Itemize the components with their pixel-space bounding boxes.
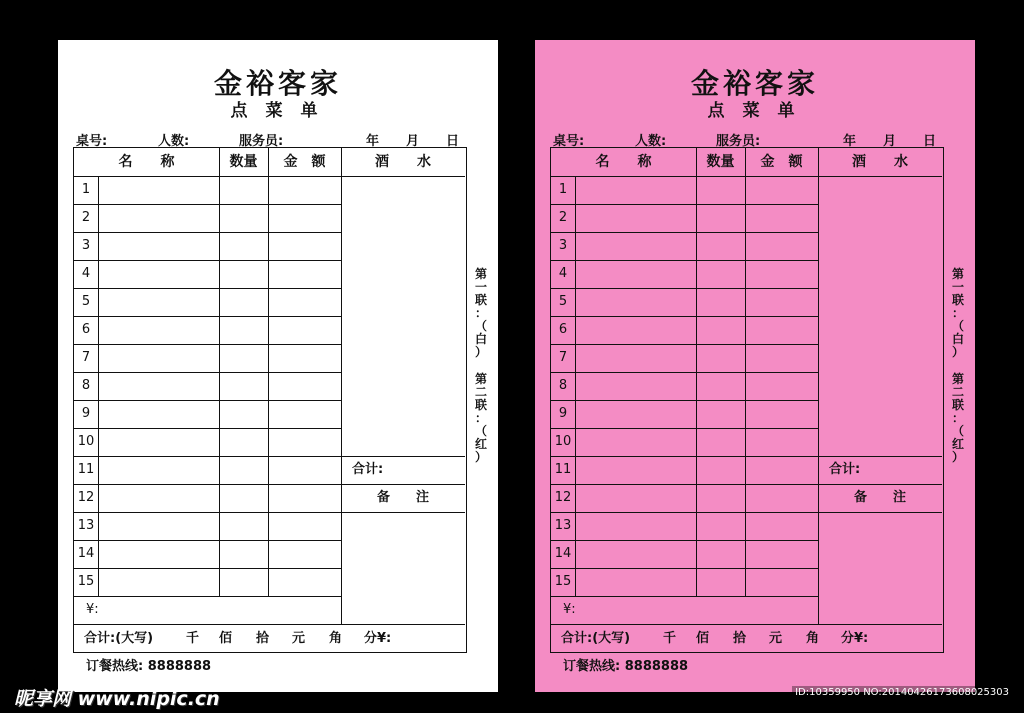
header-amount: 金 额 — [283, 154, 326, 170]
copy-designation-char: 白 — [474, 332, 487, 346]
copy-designation-char: 第 — [951, 372, 964, 386]
row-number: 6 — [558, 322, 568, 337]
row-number: 10 — [77, 434, 95, 449]
currency-unit-label: 佰 — [696, 631, 710, 646]
year-label: 年 — [843, 134, 857, 149]
grid-line — [551, 176, 942, 177]
grid-line — [74, 176, 465, 177]
grid-line — [98, 176, 99, 596]
waiter-label: 服务员: — [716, 134, 761, 149]
currency-unit-label: 千 — [186, 631, 200, 646]
row-number: 9 — [558, 406, 568, 421]
row-number: 7 — [558, 350, 568, 365]
row-number: 4 — [558, 266, 568, 281]
waiter-label: 服务员: — [239, 134, 284, 149]
grid-line — [551, 624, 942, 625]
grid-line — [268, 148, 269, 596]
order-hotline: 订餐热线: 8888888 — [563, 659, 689, 674]
grid-line — [818, 456, 942, 457]
grid-line — [551, 540, 818, 541]
row-number: 13 — [554, 518, 572, 533]
row-number: 3 — [558, 238, 568, 253]
watermark-logo: 昵享网 www.nipic.cn — [14, 688, 220, 710]
subtotal-label: 合计: — [829, 462, 861, 477]
watermark-id: ID:10359950 NO:20140426173608025303 — [792, 686, 1012, 699]
grid-line — [551, 316, 818, 317]
row-number: 1 — [558, 182, 568, 197]
grid-line — [551, 204, 818, 205]
row-number: 6 — [81, 322, 91, 337]
row-number: 5 — [81, 294, 91, 309]
currency-unit-label: 角 — [329, 631, 343, 646]
row-number: 1 — [81, 182, 91, 197]
restaurant-name: 金裕客家 — [690, 67, 819, 100]
grid-line — [341, 512, 465, 513]
copy-designation-char: ： — [474, 306, 487, 320]
grid-line — [551, 512, 818, 513]
copy-designation-char: 第 — [474, 372, 487, 386]
grid-line — [74, 484, 341, 485]
grid-line — [74, 232, 341, 233]
grid-line — [74, 456, 341, 457]
copy-designation-char: （ — [474, 319, 487, 333]
row-number: 9 — [81, 406, 91, 421]
grid-line — [341, 148, 342, 624]
order-table — [73, 147, 467, 653]
grid-line — [551, 456, 818, 457]
grid-line — [74, 512, 341, 513]
remarks-label: 备 注 — [853, 490, 906, 505]
row-number: 12 — [554, 490, 572, 505]
row-number: 8 — [558, 378, 568, 393]
currency-unit-label: 拾 — [733, 631, 747, 646]
grid-line — [551, 484, 818, 485]
form-subtitle: 点菜单 — [230, 101, 336, 121]
copy-designation-char: 第 — [474, 267, 487, 281]
grid-line — [551, 260, 818, 261]
table-number-label: 桌号: — [553, 134, 585, 149]
grid-line — [74, 372, 341, 373]
grid-line — [551, 288, 818, 289]
row-number: 10 — [554, 434, 572, 449]
day-label: 日 — [923, 134, 937, 149]
header-item-name: 名 称 — [595, 154, 652, 170]
grid-line — [341, 484, 465, 485]
grid-line — [74, 568, 341, 569]
total-in-words-label: 合计:(大写) — [561, 631, 631, 646]
year-label: 年 — [366, 134, 380, 149]
grid-line — [551, 428, 818, 429]
copy-designation-char: 一 — [474, 280, 487, 294]
grid-line — [745, 148, 746, 596]
day-label: 日 — [446, 134, 460, 149]
row-number: 14 — [77, 546, 95, 561]
row-number: 13 — [77, 518, 95, 533]
restaurant-name: 金裕客家 — [213, 67, 342, 100]
header-drinks: 酒 水 — [375, 154, 431, 170]
grid-line — [818, 484, 942, 485]
remarks-label: 备 注 — [376, 490, 429, 505]
fen-label: 分¥: — [364, 631, 392, 646]
order-hotline: 订餐热线: 8888888 — [86, 659, 212, 674]
copy-designation — [951, 268, 965, 464]
yen-amount-label: ¥: — [86, 602, 99, 617]
row-number: 4 — [81, 266, 91, 281]
grid-line — [818, 148, 819, 624]
copy-designation-char: （ — [951, 319, 964, 333]
row-number: 15 — [554, 574, 572, 589]
copy-designation-char: 第 — [951, 267, 964, 281]
people-count-label: 人数: — [158, 134, 190, 149]
grid-line — [341, 456, 465, 457]
copy-designation-char: 白 — [951, 332, 964, 346]
grid-line — [551, 344, 818, 345]
month-label: 月 — [406, 134, 420, 149]
copy-designation — [474, 268, 488, 464]
header-quantity: 数量 — [229, 154, 258, 170]
grid-line — [74, 260, 341, 261]
grid-line — [818, 512, 942, 513]
copy-designation-char: 联 — [474, 398, 487, 412]
grid-line — [219, 148, 220, 596]
month-label: 月 — [883, 134, 897, 149]
currency-unit-label: 角 — [806, 631, 820, 646]
row-number: 8 — [81, 378, 91, 393]
yen-amount-label: ¥: — [563, 602, 576, 617]
order-form-white-copy — [58, 40, 498, 692]
currency-unit-label: 千 — [663, 631, 677, 646]
fen-label: 分¥: — [841, 631, 869, 646]
copy-designation-char: 红 — [474, 437, 487, 451]
header-drinks: 酒 水 — [852, 154, 908, 170]
copy-designation-char: 红 — [951, 437, 964, 451]
row-number: 5 — [558, 294, 568, 309]
copy-designation-char: 联 — [951, 398, 964, 412]
total-in-words-label: 合计:(大写) — [84, 631, 154, 646]
copy-designation-char: 联 — [951, 293, 964, 307]
row-number: 12 — [77, 490, 95, 505]
row-number: 15 — [77, 574, 95, 589]
row-number: 11 — [77, 462, 95, 477]
grid-line — [551, 596, 818, 597]
header-quantity: 数量 — [706, 154, 735, 170]
grid-line — [551, 400, 818, 401]
currency-unit-label: 元 — [292, 631, 306, 646]
grid-line — [74, 204, 341, 205]
row-number: 2 — [558, 210, 568, 225]
header-amount: 金 额 — [760, 154, 803, 170]
row-number: 3 — [81, 238, 91, 253]
copy-designation-char: ： — [951, 411, 964, 425]
row-number: 2 — [81, 210, 91, 225]
copy-designation-char: ） — [951, 450, 964, 464]
grid-line — [74, 316, 341, 317]
header-item-name: 名 称 — [118, 154, 175, 170]
currency-unit-label: 拾 — [256, 631, 270, 646]
table-number-label: 桌号: — [76, 134, 108, 149]
copy-designation-char: 二 — [474, 385, 487, 399]
grid-line — [551, 372, 818, 373]
order-form-pink-copy — [535, 40, 975, 692]
copy-designation-char: 联 — [474, 293, 487, 307]
copy-designation-char: ） — [474, 450, 487, 464]
grid-line — [74, 428, 341, 429]
currency-unit-label: 元 — [769, 631, 783, 646]
row-number: 14 — [554, 546, 572, 561]
grid-line — [74, 540, 341, 541]
people-count-label: 人数: — [635, 134, 667, 149]
copy-designation-char: （ — [474, 424, 487, 438]
copy-designation-char: 一 — [951, 280, 964, 294]
grid-line — [575, 176, 576, 596]
copy-designation-char: （ — [951, 424, 964, 438]
grid-line — [74, 344, 341, 345]
grid-line — [74, 596, 341, 597]
copy-designation-char: ） — [951, 345, 964, 359]
subtotal-label: 合计: — [352, 462, 384, 477]
grid-line — [74, 400, 341, 401]
copy-designation-char: 二 — [951, 385, 964, 399]
grid-line — [551, 568, 818, 569]
form-subtitle: 点菜单 — [707, 101, 813, 121]
copy-designation-char: ） — [474, 345, 487, 359]
row-number: 7 — [81, 350, 91, 365]
copy-designation-char: ： — [474, 411, 487, 425]
row-number: 11 — [554, 462, 572, 477]
order-table — [550, 147, 944, 653]
copy-designation-char: ： — [951, 306, 964, 320]
grid-line — [696, 148, 697, 596]
grid-line — [74, 624, 465, 625]
currency-unit-label: 佰 — [219, 631, 233, 646]
grid-line — [551, 232, 818, 233]
grid-line — [74, 288, 341, 289]
